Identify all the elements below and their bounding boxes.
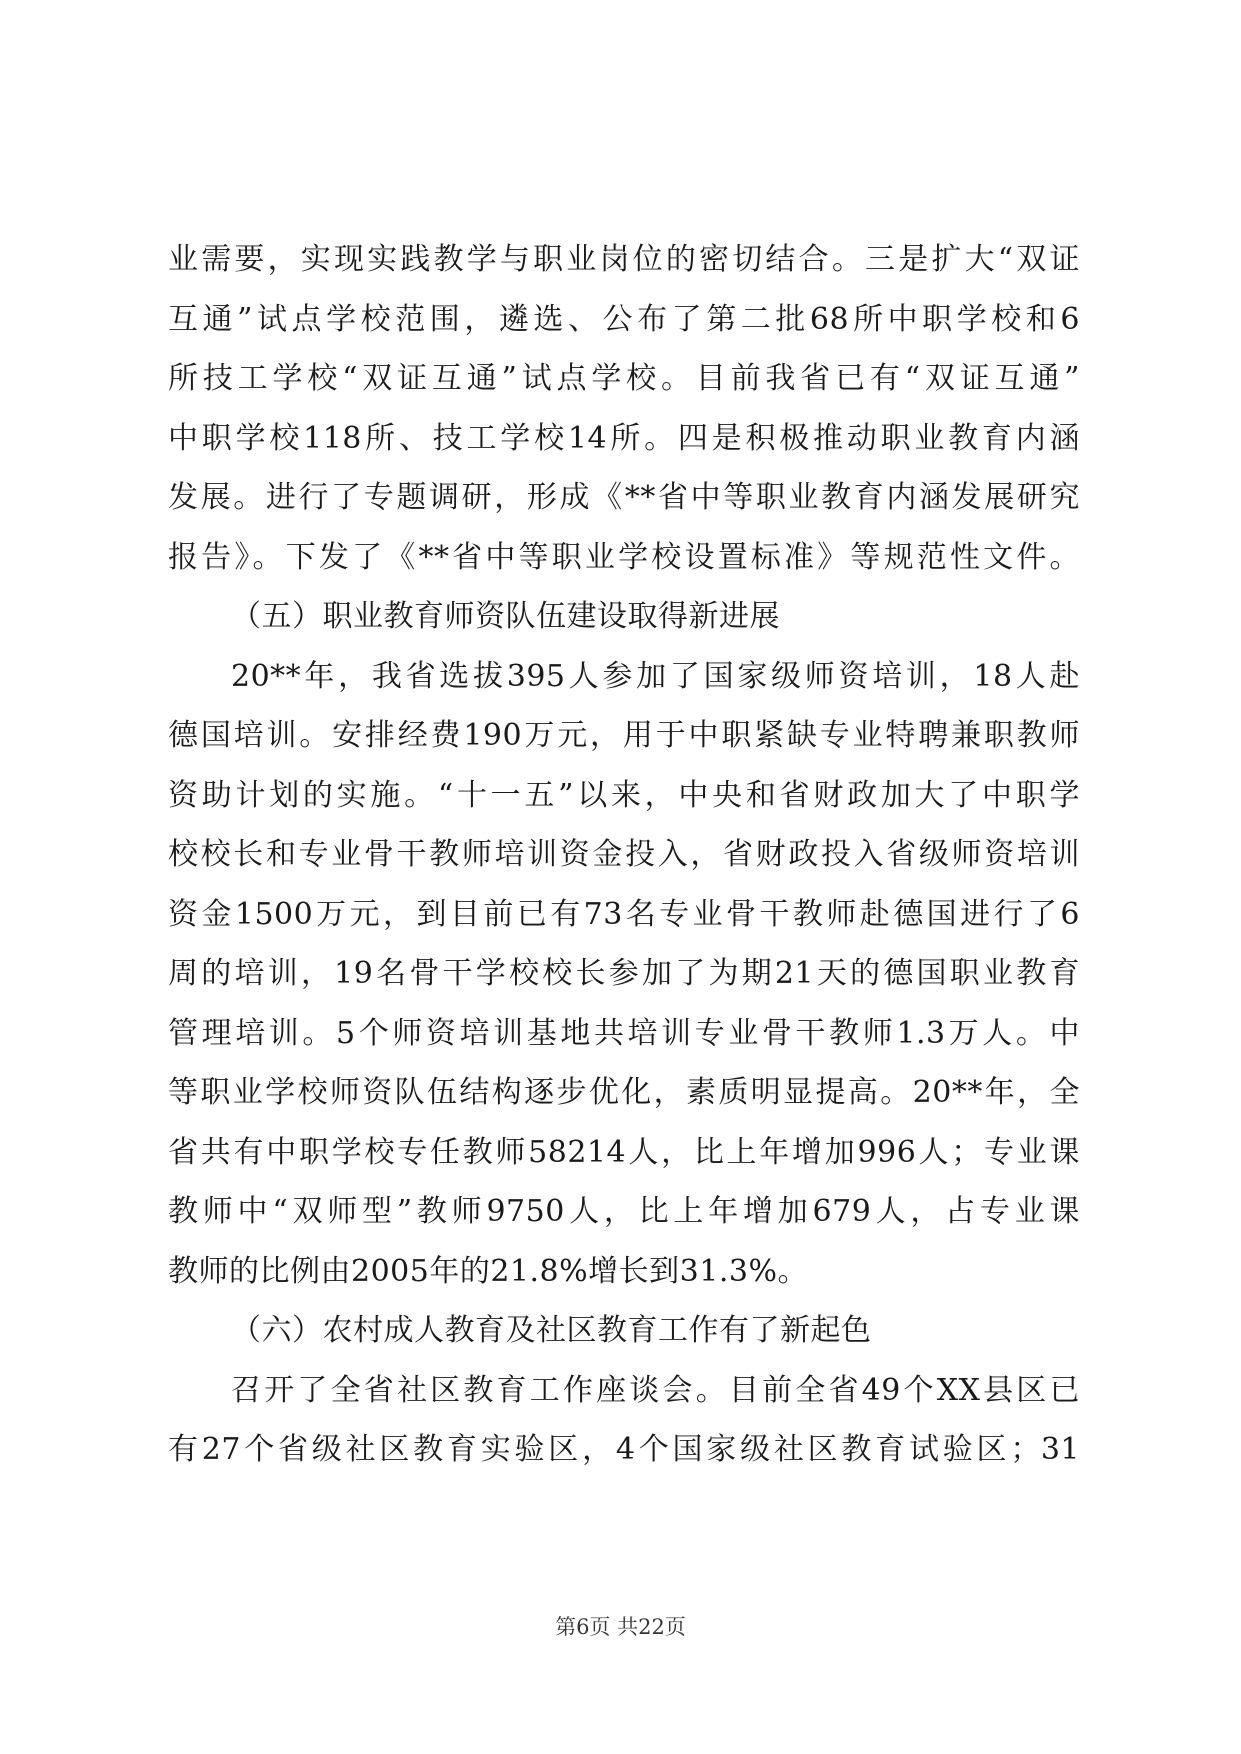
paragraph-line: 召开了全省社区教育工作座谈会。目前全省49个XX县区已 [231, 1372, 1080, 1408]
paragraph-line: 校校长和专业骨干教师培训资金投入，省财政投入省级师资培训 [168, 837, 1080, 872]
page-number: 第6页 共22页 [555, 1615, 686, 1639]
section-heading: （六）农村成人教育及社区教育工作有了新起色 [231, 1313, 872, 1348]
section-heading: （五）职业教育师资队伍建设取得新进展 [231, 599, 780, 634]
page-footer [0, 1611, 1241, 1641]
paragraph-line: 德国培训。安排经费190万元，用于中职紧缺专业特聘兼职教师 [168, 718, 1080, 753]
body-text [168, 230, 1080, 1480]
paragraph-line: 管理培训。5个师资培训基地共培训专业骨干教师1.3万人。中 [168, 1015, 1080, 1051]
paragraph-line: 省共有中职学校专任教师58214人，比上年增加996人；专业课 [168, 1134, 1080, 1170]
paragraph-line: 周的培训，19名骨干学校校长参加了为期21天的德国职业教育 [168, 956, 1080, 991]
paragraph-line: 教师中“双师型”教师9750人，比上年增加679人，占专业课 [168, 1194, 1080, 1229]
paragraph-line: 发展。进行了专题调研，形成《**省中等职业教育内涵发展研究 [168, 480, 1080, 515]
paragraph-line: 互通”试点学校范围，遴选、公布了第二批68所中职学校和6 [168, 301, 1080, 337]
paragraph-line: 报告》。下发了《**省中等职业学校设置标准》等规范性文件。 [168, 539, 1080, 575]
paragraph-line: 有27个省级社区教育实验区，4个国家级社区教育试验区；31 [168, 1432, 1080, 1467]
paragraph-line: 资金1500万元，到目前已有73名专业骨干教师赴德国进行了6 [168, 896, 1080, 932]
paragraph-line: 业需要，实现实践教学与职业岗位的密切结合。三是扩大“双证 [168, 242, 1080, 277]
paragraph-line: 等职业学校师资队伍结构逐步优化，素质明显提高。20**年，全 [168, 1075, 1080, 1110]
paragraph-line: 20**年，我省选拔395人参加了国家级师资培训，18人赴 [231, 658, 1080, 694]
paragraph-line: 资助计划的实施。“十一五”以来，中央和省财政加大了中职学 [168, 777, 1080, 813]
paragraph-line: 教师的比例由2005年的21.8%增长到31.3%。 [168, 1253, 808, 1289]
paragraph-line: 所技工学校“双证互通”试点学校。目前我省已有“双证互通” [168, 361, 1080, 396]
paragraph-line: 中职学校118所、技工学校14所。四是积极推动职业教育内涵 [168, 420, 1080, 456]
